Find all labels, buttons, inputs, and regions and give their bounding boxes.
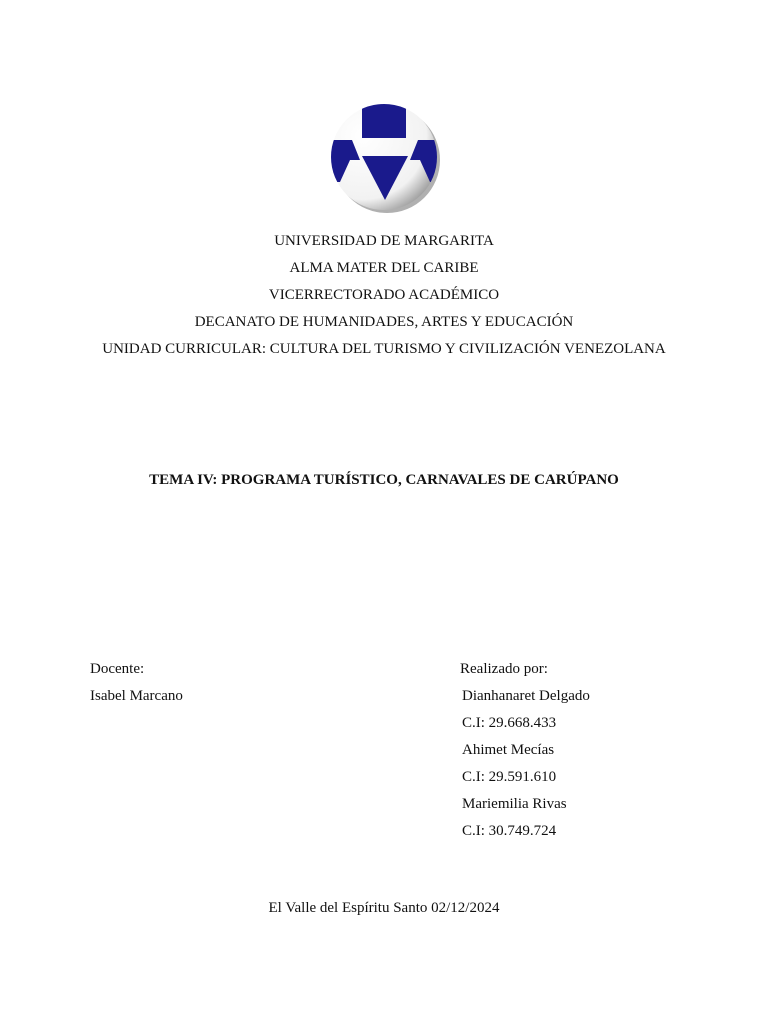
author-id: C.I: 29.591.610 (462, 769, 557, 785)
header-decanato: DECANATO DE HUMANIDADES, ARTES Y EDUCACIÓN (194, 314, 574, 330)
author-id: C.I: 30.749.724 (462, 823, 557, 839)
authors-label: Realizado por: (460, 661, 548, 677)
header-university: UNIVERSIDAD DE MARGARITA (274, 233, 494, 249)
logo-top-block (362, 102, 406, 138)
institution-header (0, 230, 768, 365)
author-name: Ahimet Mecías (462, 742, 555, 758)
teacher-block (90, 658, 183, 712)
header-alma-mater: ALMA MATER DEL CARIBE (289, 260, 479, 276)
header-vicerrectorado: VICERRECTORADO ACADÉMICO (268, 287, 500, 303)
author-name: Dianhanaret Delgado (462, 688, 590, 704)
place-date: El Valle del Espíritu Santo 02/12/2024 (268, 900, 500, 916)
university-logo-icon (326, 100, 444, 216)
authors-block (460, 658, 590, 847)
document-title: TEMA IV: PROGRAMA TURÍSTICO, CARNAVALES DE CARÚPANO (149, 472, 619, 488)
author-name: Mariemilia Rivas (462, 796, 567, 812)
teacher-name: Isabel Marcano (90, 688, 183, 704)
header-unidad-curricular: UNIDAD CURRICULAR: CULTURA DEL TURISMO Y CIVILIZACIÓN VENEZOLANA (102, 341, 666, 357)
author-id: C.I: 29.668.433 (462, 715, 557, 731)
teacher-label: Docente: (90, 661, 145, 677)
